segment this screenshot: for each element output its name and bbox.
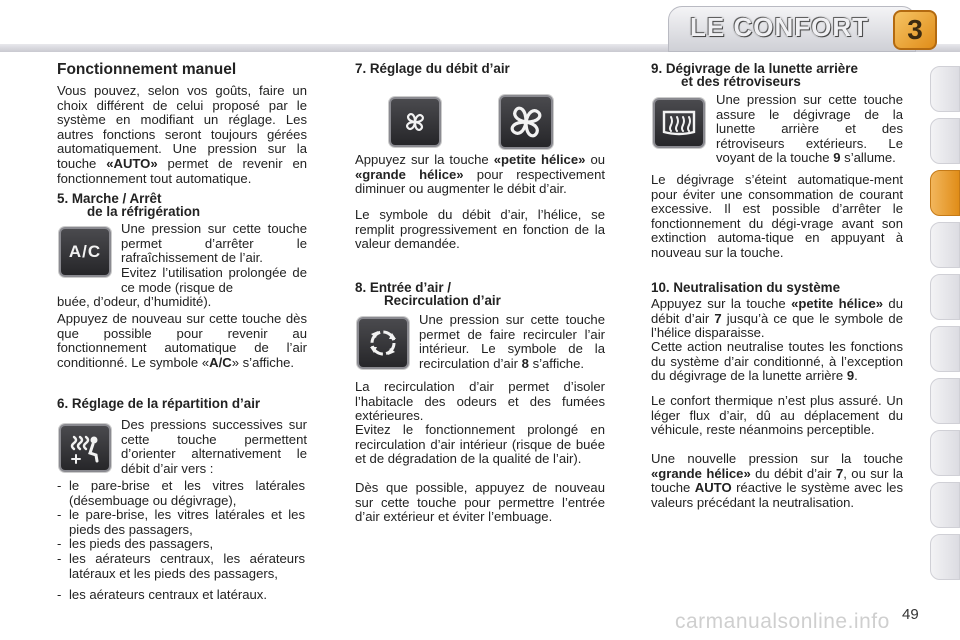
side-tab-5	[930, 274, 960, 320]
page-header	[0, 0, 960, 54]
s5-p2b: buée, d’odeur, d’humidité).	[57, 294, 212, 309]
s5-title-line1: 5. Marche / Arrêt	[57, 191, 162, 206]
large-fan-icon	[499, 95, 553, 149]
chapter-badge: 3	[893, 10, 937, 50]
s6-title: 6. Réglage de la répartition d’air	[57, 396, 261, 411]
list-item: - le pare-brise et les vitres latérales (désembuage ou dégivrage),	[57, 478, 305, 508]
s9-p1: Une pression sur cette touche assure le dégivrage de la lunette arrière et des rétroviseurs extérieurs. Le voyant de la touche 9 s’allume.	[716, 92, 903, 166]
intro-paragraph: Vous pouvez, selon vos goûts, faire un choix différent de celui proposé par le système en modifiant un réglage. Les autres fonctions seront toujours gérées automatiquement. Une pression sur la touche «AUTO» permet de revenir en fonctionnement tout automatique.	[57, 83, 308, 186]
side-tab-6	[930, 326, 960, 372]
s9-title-line2: et des rétroviseurs	[681, 74, 801, 89]
s5-title-line2: de la réfrigération	[87, 204, 201, 219]
s8-p3: Evitez le fonctionnement prolongé en recirculation d’air intérieur (risque de buée et de dégradation de la qualité de l’air).	[355, 422, 605, 467]
section-title: Fonctionnement manuel	[57, 61, 237, 78]
s7-p1: Appuyez sur la touche «petite hélice» ou «grande hélice» pour respectivement diminuer ou augmenter le débit d’air.	[355, 152, 606, 197]
s8-p1: Une pression sur cette touche permet de faire recirculer l’air intérieur. Le symbole de la recirculation d’air 8 s’affiche.	[419, 312, 605, 371]
page-number: 49	[902, 606, 919, 623]
rear-defrost-icon	[653, 98, 705, 148]
s8-title-line1: 8. Entrée d’air /	[355, 280, 452, 295]
s9-p2: Le dégivrage s’éteint automatique-ment pour éviter une consommation de courant excessive. Il est possible d’arrêter le fonctionnement du dégi-vrage avant son extinction automa-tique en appuyant à nouveau sur la touche.	[651, 172, 903, 260]
s7-title: 7. Réglage du débit d’air	[355, 61, 510, 76]
s9-title-line1: 9. Dégivrage de la lunette arrière	[651, 61, 858, 76]
list-item: - le pare-brise, les vitres latérales et les pieds des passagers,	[57, 507, 305, 537]
side-tab-8	[930, 430, 960, 476]
side-tab-4	[930, 222, 960, 268]
page-title: LE CONFORT	[690, 12, 869, 42]
watermark: carmanualsonline.info	[675, 610, 890, 633]
list-item: - les aérateurs centraux et latéraux.	[57, 587, 267, 602]
s10-title: 10. Neutralisation du système	[651, 280, 841, 295]
side-tab-10	[930, 534, 960, 580]
side-tab-7	[930, 378, 960, 424]
s8-p4: Dès que possible, appuyez de nouveau sur cette touche pour permettre l’entrée d’air extérieur et éviter l’embuage.	[355, 480, 605, 525]
small-fan-icon	[389, 97, 441, 147]
s5-p2a: Evitez l’utilisation prolongée de ce mode (risque de	[121, 265, 307, 295]
list-item: - les pieds des passagers,	[57, 536, 214, 551]
s10-p4: Une nouvelle pression sur la touche «grande hélice» du débit d’air 7, ou sur la touche AUTO réactive le système avec les valeurs précédant la neutralisation.	[651, 451, 904, 510]
air-distribution-icon	[59, 424, 111, 472]
ac-button-icon: A/C	[59, 227, 111, 277]
side-tab-active	[930, 170, 960, 216]
air-recirculation-icon	[357, 317, 409, 369]
s8-title-line2: Recirculation d’air	[384, 293, 501, 308]
side-tab-2	[930, 118, 960, 164]
list-item: - les aérateurs centraux, les aérateurs latéraux et les pieds des passagers,	[57, 551, 305, 581]
s6-p1: Des pressions successives sur cette touche permettent d’orienter alternativement le débit d’air vers :	[121, 417, 307, 476]
s8-p2: La recirculation d’air permet d’isoler l’habitacle des odeurs et des fumées extérieures.	[355, 379, 605, 424]
s10-p1: Appuyez sur la touche «petite hélice» du débit d’air 7 jusqu’à ce que le symbole de l’hélice disparaisse.	[651, 296, 903, 341]
side-tab-1	[930, 66, 960, 112]
s5-p1: Une pression sur cette touche permet d’arrêter le rafraîchissement de l’air.	[121, 221, 307, 266]
s10-p3: Le confort thermique n’est plus assuré. Un léger flux d’air, dû au déplacement du véhicule, reste néanmoins perceptible.	[651, 393, 903, 438]
s10-p2: Cette action neutralise toutes les fonctions du système d’air conditionné, à l’exception du dégivrage de la lunette arrière 9.	[651, 339, 903, 384]
s5-p3: Appuyez de nouveau sur cette touche dès que possible pour revenir au fonctionnement automatique de l’air conditionné. Le symbole «A/C» s’affiche.	[57, 311, 307, 370]
s7-p2: Le symbole du débit d’air, l’hélice, se remplit progressivement en fonction de la valeur demandée.	[355, 207, 605, 252]
side-tab-9	[930, 482, 960, 528]
